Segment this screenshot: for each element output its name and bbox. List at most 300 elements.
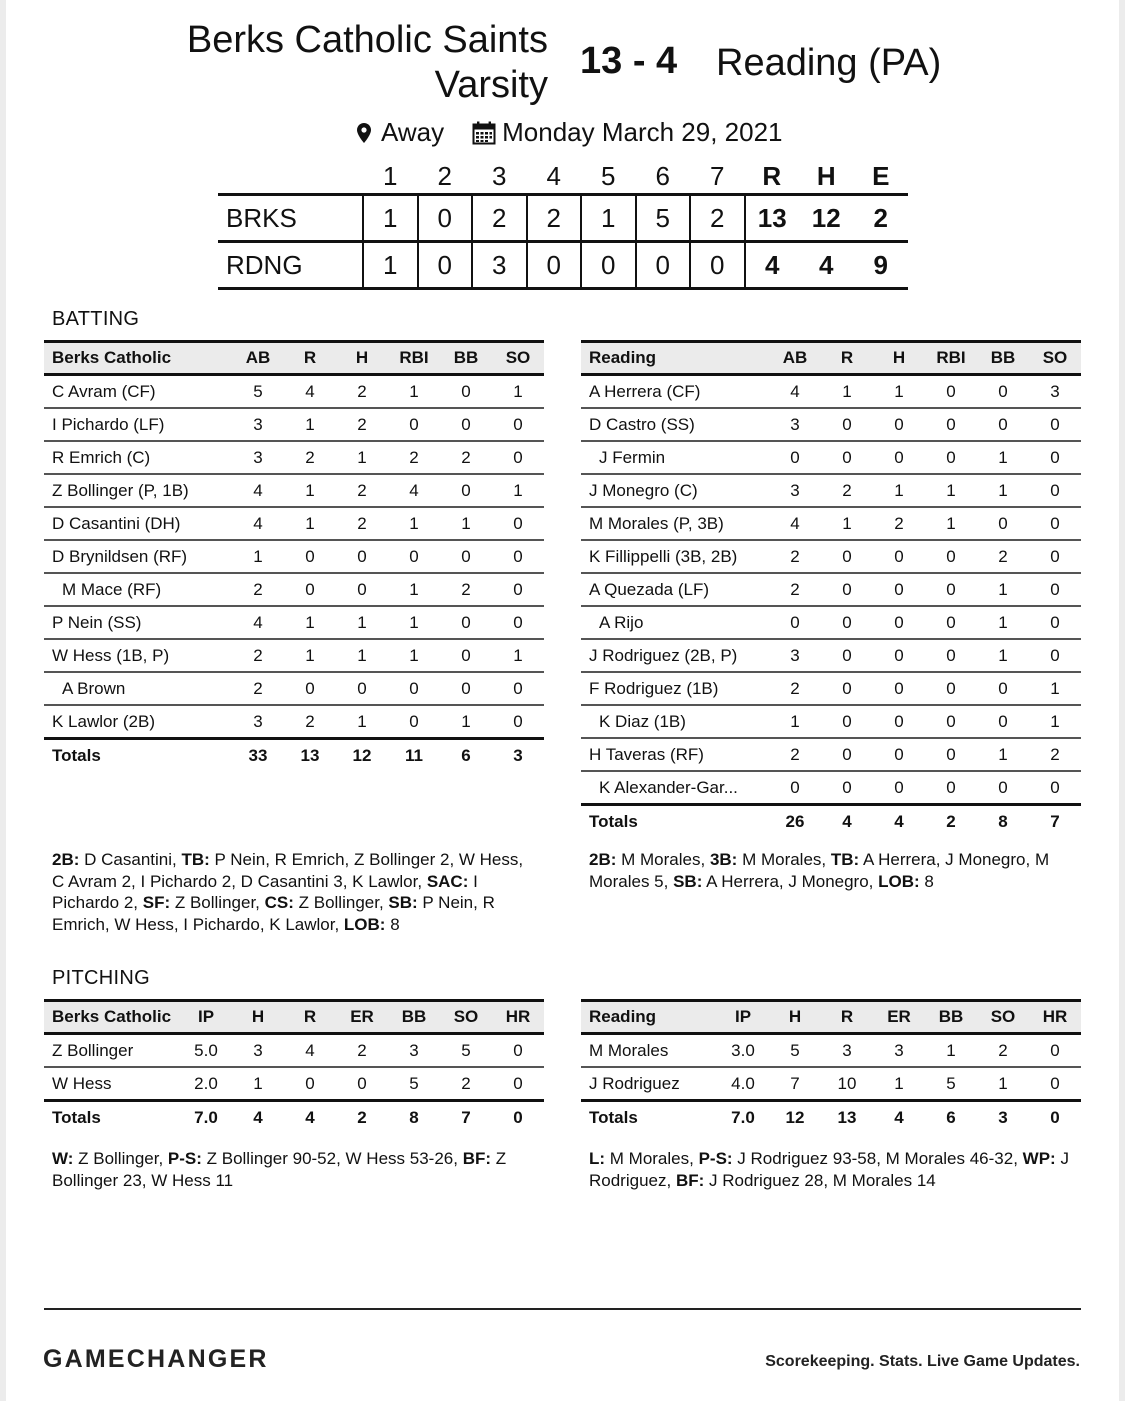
stat-cell: 2 — [769, 738, 821, 771]
stat-cell: 1 — [492, 639, 544, 672]
note-text: 8 — [385, 914, 400, 934]
batting-header-away — [581, 342, 1081, 375]
total-hits: 12 — [799, 195, 854, 242]
right-edge — [1119, 0, 1125, 1401]
stat-cell: 0 — [336, 540, 388, 573]
player-row — [581, 672, 1081, 705]
stat-cell: 1 — [232, 1067, 284, 1101]
stat-cell: 1 — [1029, 705, 1081, 738]
player-row — [581, 375, 1081, 409]
stat-cell: 0 — [492, 507, 544, 540]
stat-cell: 0 — [821, 540, 873, 573]
player-name: M Morales — [581, 1034, 717, 1068]
game-meta — [356, 117, 783, 148]
player-name: I Pichardo (LF) — [44, 408, 232, 441]
total-cell: 12 — [785, 1108, 805, 1127]
inning-score: 0 — [527, 242, 582, 289]
player-row — [44, 1067, 544, 1101]
stat-cell: 0 — [388, 705, 440, 739]
player-name: D Castro (SS) — [581, 408, 769, 441]
header-hits: H — [816, 160, 836, 191]
stat-cell: 3.0 — [717, 1034, 769, 1068]
pitching-table-away — [581, 999, 1081, 1134]
total-cell: 0 — [1050, 1108, 1060, 1127]
left-edge — [0, 0, 6, 1401]
stat-cell: 1 — [232, 540, 284, 573]
stat-cell: 5 — [769, 1034, 821, 1068]
stat-column-header: R — [821, 1001, 873, 1034]
stat-column-header: IP — [180, 1001, 232, 1034]
note-label: TB: — [830, 850, 860, 869]
stat-cell: 0 — [925, 705, 977, 738]
footer-tagline: Scorekeeping. Stats. Live Game Updates. — [765, 1353, 1080, 1370]
batting-header-home — [44, 342, 544, 375]
stat-cell: 0 — [1029, 639, 1081, 672]
stat-cell: 1 — [977, 639, 1029, 672]
stat-cell: 2 — [769, 540, 821, 573]
note-text: 8 — [919, 871, 934, 891]
player-name: J Fermin — [581, 441, 769, 474]
total-cell: 2 — [946, 812, 956, 831]
header-errors: E — [872, 160, 890, 191]
stat-cell: 2 — [769, 573, 821, 606]
stat-cell: 0 — [1029, 1067, 1081, 1101]
total-cell: 4 — [305, 1108, 315, 1127]
total-cell: 6 — [461, 746, 471, 765]
stat-cell: 10 — [821, 1067, 873, 1101]
pitching-totals-home — [44, 1101, 544, 1135]
stat-cell: 2 — [232, 573, 284, 606]
stat-cell: 0 — [492, 441, 544, 474]
stat-column-header: BB — [440, 342, 492, 375]
stat-cell: 2 — [769, 672, 821, 705]
stat-cell: 0 — [1029, 474, 1081, 507]
stat-cell: 4 — [284, 1034, 336, 1068]
note-text: Z Bollinger, — [293, 893, 389, 912]
stat-cell: 0 — [821, 606, 873, 639]
stat-cell: 1 — [873, 474, 925, 507]
header-inning-4: 4 — [546, 160, 561, 191]
inning-score: 2 — [472, 195, 527, 242]
stat-column-header: H — [873, 342, 925, 375]
stat-cell: 0 — [388, 408, 440, 441]
stat-cell: 1 — [492, 375, 544, 409]
note-label: 2B: — [589, 850, 617, 869]
total-cell: 13 — [837, 1108, 857, 1127]
player-row — [44, 639, 544, 672]
player-name: A Rijo — [581, 606, 769, 639]
player-name: H Taveras (RF) — [581, 738, 769, 771]
batting-totals-home — [44, 739, 544, 773]
total-cell: 4 — [842, 812, 852, 831]
note-text: J Rodriguez 93-58, M Morales 46-32, — [732, 1149, 1023, 1168]
stat-cell: 2 — [336, 507, 388, 540]
player-row — [581, 1034, 1081, 1068]
stat-cell: 0 — [440, 375, 492, 409]
stat-cell: 4 — [284, 375, 336, 409]
stat-cell: 0 — [492, 705, 544, 739]
team-abbr: BRKS — [218, 195, 363, 242]
stat-cell: 4 — [232, 474, 284, 507]
note-label: SB: — [673, 871, 703, 891]
stat-column-header: BB — [925, 1001, 977, 1034]
stat-cell: 1 — [1029, 672, 1081, 705]
stat-cell: 0 — [1029, 441, 1081, 474]
note-text: Z Bollinger 90-52, W Hess 53-26, — [201, 1149, 463, 1168]
stat-cell: 1 — [492, 474, 544, 507]
stat-cell: 5 — [440, 1034, 492, 1068]
player-name: J Monegro (C) — [581, 474, 769, 507]
home-team-line2: Varsity — [434, 64, 548, 106]
batting-notes-away — [589, 849, 1079, 892]
stat-cell: 0 — [925, 408, 977, 441]
player-name: F Rodriguez (1B) — [581, 672, 769, 705]
team-column-header: Reading — [581, 342, 769, 375]
stat-cell: 4 — [769, 375, 821, 409]
note-label: BF: — [675, 1170, 705, 1190]
stat-cell: 1 — [977, 1067, 1029, 1101]
stat-cell: 0 — [440, 474, 492, 507]
stat-cell: 1 — [284, 474, 336, 507]
stat-cell: 1 — [284, 639, 336, 672]
totals-label: Totals — [52, 1108, 101, 1127]
stat-cell: 0 — [925, 441, 977, 474]
stat-column-header: SO — [492, 342, 544, 375]
stat-cell: 4 — [232, 606, 284, 639]
stat-column-header: SO — [977, 1001, 1029, 1034]
stat-cell: 0 — [388, 672, 440, 705]
stat-cell: 1 — [873, 1067, 925, 1101]
note-text: Z Bollinger, — [170, 893, 265, 912]
stat-cell: 0 — [440, 606, 492, 639]
stat-cell: 1 — [336, 705, 388, 739]
line-score-row-away — [218, 242, 908, 289]
team-column-header: Berks Catholic — [44, 342, 232, 375]
stat-cell: 1 — [336, 441, 388, 474]
stat-cell: 0 — [977, 672, 1029, 705]
stat-cell: 1 — [388, 507, 440, 540]
player-name: K Lawlor (2B) — [44, 705, 232, 739]
player-name: J Rodriguez — [581, 1067, 717, 1101]
batting-section-title: BATTING — [52, 308, 140, 330]
stat-cell: 0 — [873, 540, 925, 573]
stat-cell: 3 — [232, 441, 284, 474]
stat-cell: 2 — [821, 474, 873, 507]
stat-cell: 1 — [925, 1034, 977, 1068]
stat-cell: 5 — [925, 1067, 977, 1101]
player-row — [44, 408, 544, 441]
note-text: M Morales, — [737, 850, 831, 869]
stat-cell: 0 — [492, 672, 544, 705]
stat-cell: 0 — [1029, 507, 1081, 540]
calendar-icon — [472, 121, 496, 145]
stat-cell: 2 — [284, 441, 336, 474]
note-text: A Herrera, J Monegro, M Morales 5, — [589, 850, 1050, 891]
stat-cell: 0 — [821, 408, 873, 441]
batting-table-away — [581, 340, 1081, 838]
stat-column-header: H — [336, 342, 388, 375]
stat-cell: 0 — [492, 1067, 544, 1101]
stat-cell: 2 — [336, 408, 388, 441]
note-label: W: — [52, 1149, 74, 1168]
stat-cell: 0 — [925, 738, 977, 771]
away-team-name: Reading (PA) — [716, 42, 942, 84]
player-name: R Emrich (C) — [44, 441, 232, 474]
header-team — [218, 159, 363, 195]
stat-cell: 0 — [925, 639, 977, 672]
stat-column-header: IP — [717, 1001, 769, 1034]
player-name: A Herrera (CF) — [581, 375, 769, 409]
stat-cell: 4.0 — [717, 1067, 769, 1101]
note-label: SB: — [388, 893, 418, 912]
home-team-name — [128, 18, 548, 108]
stat-cell: 0 — [492, 573, 544, 606]
stat-cell: 1 — [977, 738, 1029, 771]
stat-column-header: R — [284, 1001, 336, 1034]
stat-cell: 0 — [769, 771, 821, 805]
stat-column-header: ER — [336, 1001, 388, 1034]
stat-cell: 1 — [336, 606, 388, 639]
stat-cell: 0 — [925, 606, 977, 639]
inning-score: 0 — [690, 242, 745, 289]
stat-cell: 1 — [873, 375, 925, 409]
stat-cell: 0 — [769, 606, 821, 639]
stat-cell: 0 — [284, 672, 336, 705]
note-text: P Nein, R Emrich, W Hess, I Pichardo, K Lawlor, — [52, 893, 495, 934]
stat-cell: 0 — [440, 540, 492, 573]
stat-cell: 2.0 — [180, 1067, 232, 1101]
note-label: WP: — [1022, 1149, 1056, 1168]
inning-score: 1 — [363, 242, 418, 289]
total-cell: 12 — [352, 746, 372, 765]
stat-cell: 0 — [821, 639, 873, 672]
pitching-notes-away — [589, 1148, 1083, 1191]
stat-cell: 2 — [440, 1067, 492, 1101]
stat-cell: 1 — [977, 573, 1029, 606]
total-cell: 7 — [1050, 812, 1060, 831]
stat-cell: 1 — [388, 375, 440, 409]
header-inning-3: 3 — [492, 160, 507, 191]
total-runs: 4 — [745, 242, 800, 289]
stat-cell: 0 — [873, 606, 925, 639]
player-row — [581, 408, 1081, 441]
pitching-notes-home — [52, 1148, 542, 1191]
inning-score: 5 — [636, 195, 691, 242]
total-cell: 13 — [300, 746, 320, 765]
player-name: Z Bollinger (P, 1B) — [44, 474, 232, 507]
player-row — [581, 606, 1081, 639]
stat-cell: 0 — [440, 672, 492, 705]
stat-cell: 3 — [232, 408, 284, 441]
player-name: K Fillippelli (3B, 2B) — [581, 540, 769, 573]
stat-cell: 4 — [232, 507, 284, 540]
line-score-row-home — [218, 195, 908, 242]
stat-column-header: H — [232, 1001, 284, 1034]
total-cell: 6 — [946, 1108, 956, 1127]
player-row — [581, 771, 1081, 805]
total-cell: 3 — [998, 1108, 1008, 1127]
batting-notes-home — [52, 849, 538, 935]
total-hits: 4 — [799, 242, 854, 289]
note-label: 3B: — [709, 850, 738, 869]
stat-cell: 2 — [873, 507, 925, 540]
header-inning-7: 7 — [710, 160, 725, 191]
stat-cell: 3 — [232, 705, 284, 739]
stat-cell: 0 — [821, 441, 873, 474]
stat-cell: 2 — [1029, 738, 1081, 771]
stat-cell: 0 — [492, 408, 544, 441]
player-row — [44, 474, 544, 507]
stat-cell: 0 — [1029, 1034, 1081, 1068]
line-score-table — [218, 159, 908, 290]
footer-divider — [44, 1308, 1081, 1310]
stat-cell: 1 — [440, 705, 492, 739]
stat-cell: 0 — [492, 540, 544, 573]
stat-cell: 0 — [925, 375, 977, 409]
player-row — [44, 1034, 544, 1068]
stat-cell: 7 — [769, 1067, 821, 1101]
stat-cell: 3 — [769, 408, 821, 441]
line-score-header — [218, 159, 908, 195]
stat-cell: 0 — [284, 1067, 336, 1101]
note-label: BF: — [462, 1149, 492, 1168]
total-cell: 4 — [894, 812, 904, 831]
team-column-header: Reading — [581, 1001, 717, 1034]
total-cell: 3 — [513, 746, 523, 765]
total-cell: 7 — [461, 1108, 471, 1127]
stat-cell: 0 — [1029, 540, 1081, 573]
total-cell: 0 — [513, 1108, 523, 1127]
stat-column-header: R — [284, 342, 336, 375]
final-score: 13 - 4 — [580, 40, 678, 82]
stat-cell: 0 — [873, 639, 925, 672]
stat-cell: 1 — [821, 375, 873, 409]
stat-cell: 2 — [440, 441, 492, 474]
stat-column-header: ER — [873, 1001, 925, 1034]
stat-cell: 2 — [440, 573, 492, 606]
note-label: LOB: — [343, 914, 386, 934]
stat-cell: 3 — [873, 1034, 925, 1068]
stat-cell: 2 — [336, 375, 388, 409]
stat-cell: 4 — [769, 507, 821, 540]
stat-cell: 5.0 — [180, 1034, 232, 1068]
pitching-header-away — [581, 1001, 1081, 1034]
date-label: Monday March 29, 2021 — [502, 117, 783, 147]
total-cell: 11 — [405, 746, 423, 765]
stat-cell: 0 — [925, 540, 977, 573]
map-pin-icon — [356, 122, 372, 144]
header-inning-2: 2 — [437, 160, 452, 191]
batting-totals-away — [581, 805, 1081, 839]
stat-cell: 0 — [284, 540, 336, 573]
stat-cell: 1 — [388, 639, 440, 672]
stat-cell: 0 — [492, 1034, 544, 1068]
note-text: P Nein, R Emrich, Z Bollinger 2, W Hess, C Avram 2, I Pichardo 2, D Casantini 3, K Lawlor, — [52, 850, 524, 891]
stat-cell: 1 — [769, 705, 821, 738]
stat-cell: 0 — [821, 705, 873, 738]
player-name: W Hess — [44, 1067, 180, 1101]
stat-cell: 0 — [336, 1067, 388, 1101]
gamechanger-logo: GAMECHANGER — [43, 1345, 269, 1373]
stat-cell: 1 — [440, 507, 492, 540]
player-name: M Morales (P, 3B) — [581, 507, 769, 540]
note-label: 2B: — [52, 850, 80, 869]
player-name: K Diaz (1B) — [581, 705, 769, 738]
note-label: TB: — [181, 850, 210, 869]
totals-label: Totals — [589, 1108, 638, 1127]
stat-cell: 0 — [821, 738, 873, 771]
stat-cell: 3 — [232, 1034, 284, 1068]
note-text: J Rodriguez, — [589, 1149, 1069, 1190]
total-cell: 2 — [357, 1108, 367, 1127]
stat-cell: 1 — [977, 606, 1029, 639]
player-row — [44, 540, 544, 573]
player-row — [581, 474, 1081, 507]
batting-table-home — [44, 340, 544, 772]
player-name: D Brynildsen (RF) — [44, 540, 232, 573]
stat-cell: 2 — [284, 705, 336, 739]
stat-column-header: RBI — [388, 342, 440, 375]
stat-cell: 0 — [336, 672, 388, 705]
inning-score: 1 — [363, 195, 418, 242]
header-inning-6: 6 — [655, 160, 670, 191]
stat-cell: 0 — [769, 441, 821, 474]
total-cell: 7.0 — [731, 1108, 755, 1127]
home-team-line1: Berks Catholic Saints — [186, 19, 548, 61]
player-name: P Nein (SS) — [44, 606, 232, 639]
player-row — [44, 441, 544, 474]
header-runs: R — [762, 160, 782, 191]
stat-column-header: AB — [769, 342, 821, 375]
player-name: K Alexander-Gar... — [581, 771, 769, 805]
inning-score: 0 — [418, 195, 473, 242]
note-text: A Herrera, J Monegro, — [702, 871, 879, 891]
total-cell: 4 — [894, 1108, 904, 1127]
inning-score: 0 — [636, 242, 691, 289]
stat-column-header: SO — [1029, 342, 1081, 375]
pitching-section-title: PITCHING — [52, 967, 150, 989]
stat-column-header: HR — [492, 1001, 544, 1034]
player-row — [44, 507, 544, 540]
player-name: J Rodriguez (2B, P) — [581, 639, 769, 672]
stat-cell: 0 — [977, 771, 1029, 805]
stat-cell: 0 — [1029, 573, 1081, 606]
stat-cell: 1 — [388, 606, 440, 639]
stat-cell: 1 — [284, 507, 336, 540]
stat-column-header: R — [821, 342, 873, 375]
stat-cell: 1 — [336, 639, 388, 672]
note-text: M Morales, — [605, 1149, 699, 1168]
pitching-table-home — [44, 999, 544, 1134]
team-column-header: Berks Catholic — [44, 1001, 180, 1034]
total-cell: 7.0 — [194, 1108, 218, 1127]
stat-cell: 0 — [977, 375, 1029, 409]
player-name: A Quezada (LF) — [581, 573, 769, 606]
note-text: D Casantini, — [79, 850, 182, 869]
stat-cell: 5 — [388, 1067, 440, 1101]
player-row — [581, 1067, 1081, 1101]
stat-cell: 0 — [925, 771, 977, 805]
stat-cell: 0 — [977, 705, 1029, 738]
player-name: C Avram (CF) — [44, 375, 232, 409]
stat-cell: 2 — [336, 474, 388, 507]
note-label: P-S: — [167, 1149, 202, 1168]
stat-cell: 1 — [821, 507, 873, 540]
stat-cell: 5 — [232, 375, 284, 409]
stat-cell: 2 — [977, 1034, 1029, 1068]
total-runs: 13 — [745, 195, 800, 242]
stat-cell: 0 — [873, 573, 925, 606]
